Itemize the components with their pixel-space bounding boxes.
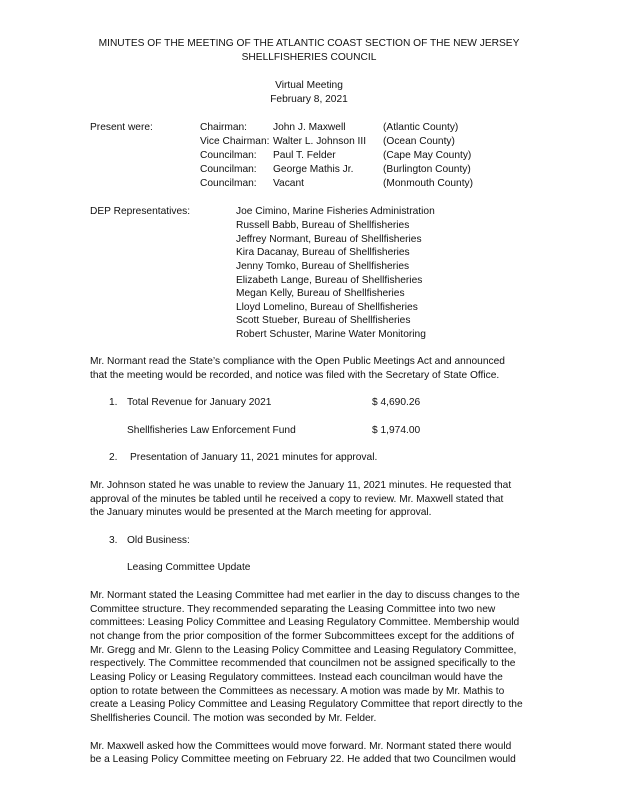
member-name: Vacant: [273, 178, 304, 189]
paragraph-line: Leasing Policy or Leasing Regulatory committees. Instead each councilman would have the: [90, 672, 503, 683]
dep-representative: Jenny Tomko, Bureau of Shellfisheries: [236, 261, 410, 272]
member-name: John J. Maxwell: [273, 122, 346, 133]
dep-representatives-label: DEP Representatives:: [90, 206, 191, 217]
member-county: (Atlantic County): [383, 122, 459, 133]
dep-representative: Lloyd Lomelino, Bureau of Shellfisheries: [236, 302, 418, 313]
total-revenue-value: $ 4,690.26: [372, 397, 421, 408]
member-name: Walter L. Johnson III: [273, 136, 367, 147]
dep-representative: Kira Dacanay, Bureau of Shellfisheries: [236, 247, 410, 258]
member-county: (Ocean County): [383, 136, 455, 147]
member-name: Paul T. Felder: [273, 150, 336, 161]
member-role: Chairman:: [200, 122, 247, 133]
paragraph-line: Shellfisheries Council. The motion was seconded by Mr. Felder.: [90, 713, 377, 724]
dep-representative: Scott Stueber, Bureau of Shellfisheries: [236, 315, 411, 326]
paragraph-line: Committee structure. They recommended separating the Leasing Committee into two new: [90, 604, 496, 615]
paragraph-line: Mr. Normant read the State’s compliance with the Open Public Meetings Act and announced: [90, 356, 505, 367]
paragraph-line: Mr. Gregg and Mr. Glenn to the Leasing Policy Committee and Leasing Regulatory Committee,: [90, 645, 517, 656]
paragraph-line: respectively. The Committee recommended that councilmen not be assigned specifically to the: [90, 658, 516, 669]
paragraph-line: Mr. Maxwell asked how the Committees would move forward. Mr. Normant stated there would: [90, 741, 512, 752]
member-role: Councilman:: [200, 178, 257, 189]
dep-representative: Elizabeth Lange, Bureau of Shellfisheries: [236, 275, 423, 286]
item-text: Presentation of January 11, 2021 minutes for approval.: [130, 452, 378, 463]
member-county: (Monmouth County): [383, 178, 474, 189]
enforcement-fund-value: $ 1,974.00: [372, 425, 421, 436]
member-county: (Cape May County): [383, 150, 472, 161]
paragraph-line: Mr. Johnson stated he was unable to review the January 11, 2021 minutes. He requested that: [90, 480, 512, 491]
dep-representative: Jeffrey Normant, Bureau of Shellfisheries: [236, 234, 422, 245]
leasing-committee-subheading: Leasing Committee Update: [127, 562, 251, 573]
dep-representative: Joe Cimino, Marine Fisheries Administration: [236, 206, 435, 217]
enforcement-fund-label: Shellfisheries Law Enforcement Fund: [127, 425, 296, 436]
paragraph-line: committees: Leasing Policy Committee and Leasing Regulatory Committee. Membership would: [90, 617, 520, 628]
dep-representative: Megan Kelly, Bureau of Shellfisheries: [236, 288, 405, 299]
member-county: (Burlington County): [383, 164, 471, 175]
paragraph-line: not change from the prior composition of the former Subcommittees except for the additions of: [90, 631, 515, 642]
item-number: 3.: [109, 535, 118, 546]
paragraph-line: Mr. Normant stated the Leasing Committee had met earlier in the day to discuss changes to the: [90, 590, 520, 601]
document-title-line-1: MINUTES OF THE MEETING OF THE ATLANTIC COAST SECTION OF THE NEW JERSEY: [98, 38, 520, 49]
dep-representative: Robert Schuster, Marine Water Monitoring: [236, 329, 426, 340]
paragraph-line: the January minutes would be presented at the March meeting for approval.: [90, 507, 432, 518]
meeting-type: Virtual Meeting: [275, 80, 343, 91]
paragraph-line: create a Leasing Policy Committee and Leasing Regulatory Committee that report directly to the: [90, 699, 523, 710]
item-text: Old Business:: [127, 535, 190, 546]
total-revenue-label: Total Revenue for January 2021: [127, 397, 272, 408]
member-role: Councilman:: [200, 164, 257, 175]
present-label: Present were:: [90, 122, 153, 133]
paragraph-line: be a Leasing Policy Committee meeting on February 22. He added that two Councilmen would: [90, 754, 516, 765]
paragraph-line: that the meeting would be recorded, and notice was filed with the Secretary of State Office.: [90, 370, 500, 381]
item-number: 1.: [109, 397, 118, 408]
meeting-date: February 8, 2021: [270, 94, 348, 105]
member-role: Vice Chairman:: [200, 136, 270, 147]
document-title-line-2: SHELLFISHERIES COUNCIL: [241, 52, 377, 63]
member-name: George Mathis Jr.: [273, 164, 354, 175]
dep-representative: Russell Babb, Bureau of Shellfisheries: [236, 220, 410, 231]
member-role: Councilman:: [200, 150, 257, 161]
paragraph-line: option to rotate between the Committees as necessary. A motion was made by Mr. Mathis to: [90, 686, 505, 697]
paragraph-line: approval of the minutes be tabled until he received a copy to review. Mr. Maxwell stated that: [90, 494, 504, 505]
item-number: 2.: [109, 452, 118, 463]
